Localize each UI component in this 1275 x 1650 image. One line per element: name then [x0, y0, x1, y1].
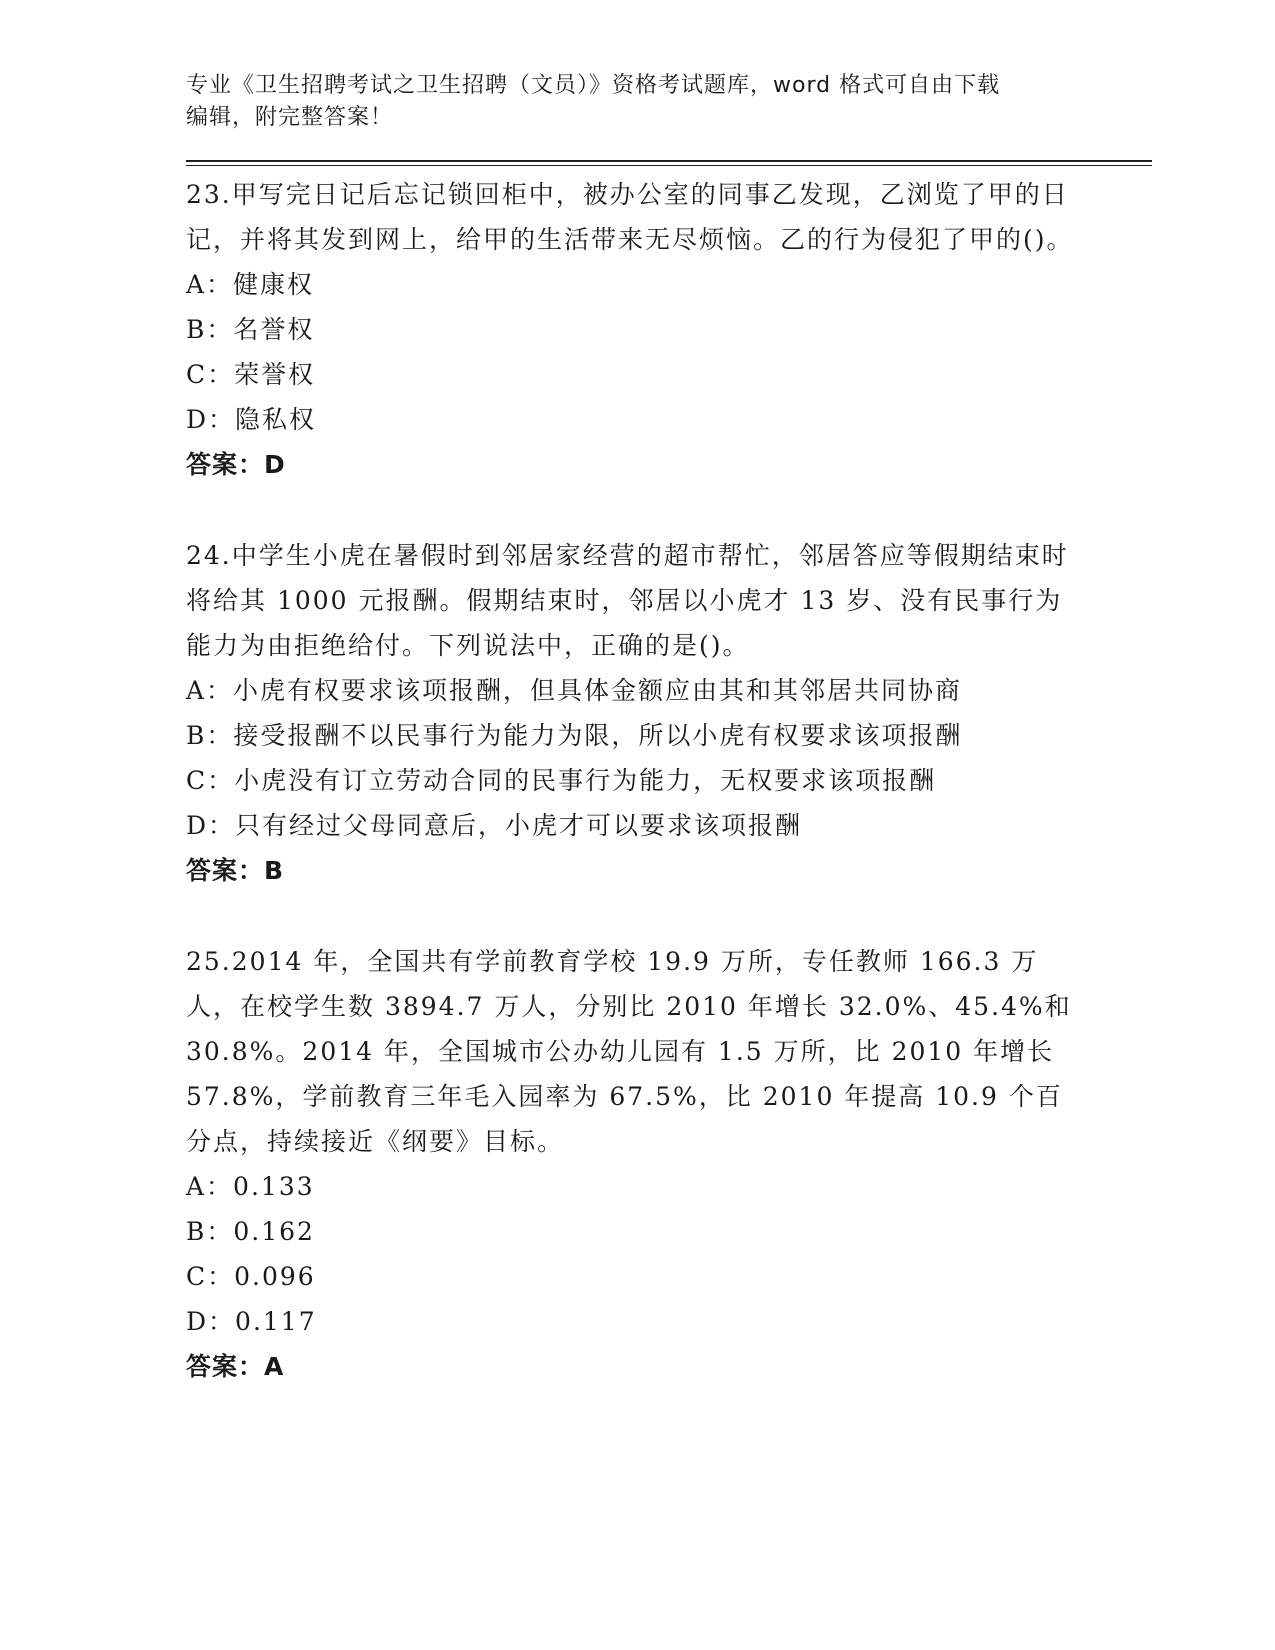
divider-thick-line: [186, 160, 1152, 162]
option-a: A：0.133: [186, 1172, 315, 1201]
option-c: C：小虎没有订立劳动合同的民事行为能力，无权要求该项报酬: [186, 766, 937, 795]
option-b: B：接受报酬不以民事行为能力为限，所以小虎有权要求该项报酬: [186, 721, 963, 750]
option-a: A：小虎有权要求该项报酬，但具体金额应由其和其邻居共同协商: [186, 676, 963, 705]
question-answer: 答案：A: [186, 1352, 285, 1381]
question-25: [186, 939, 1156, 1389]
option-d: D：只有经过父母同意后，小虎才可以要求该项报酬: [186, 811, 803, 840]
document-header: [186, 70, 1156, 134]
header-divider: [186, 160, 1152, 166]
option-c: C：荣誉权: [186, 360, 316, 389]
question-stem: 25.2014 年，全国共有学前教育学校 19.9 万所，专任教师 166.3 万人，在校学生数 3894.7 万人，分别比 2010 年增长 32.0%、45.4%和 30.8%。2014 年，全国城市公办幼儿园有 1.5 万所，比 2010 年增长 57.8%，学前教育三年毛入园率为 67.5%，比 2010 年提高 10.9 个百分点，持续接近《纲要》目标。: [186, 947, 1072, 1156]
question-answer: 答案：D: [186, 450, 286, 479]
option-d: D：隐私权: [186, 405, 317, 434]
header-line-1: 专业《卫生招聘考试之卫生招聘（文员）》资格考试题库，word 格式可自由下载: [186, 73, 1001, 98]
divider-thin-line: [186, 165, 1152, 166]
option-b: B：0.162: [186, 1217, 315, 1246]
option-d: D：0.117: [186, 1307, 317, 1336]
document-page: [186, 70, 1156, 1389]
option-b: B：名誉权: [186, 315, 315, 344]
question-23: [186, 172, 1156, 487]
question-stem: 24.中学生小虎在暑假时到邻居家经营的超市帮忙，邻居答应等假期结束时将给其 1000 元报酬。假期结束时，邻居以小虎才 13 岁、没有民事行为能力为由拒绝给付。下列说法中，正确的是()。: [186, 541, 1069, 660]
option-a: A：健康权: [186, 270, 315, 299]
question-answer: 答案：B: [186, 856, 285, 885]
question-24: [186, 533, 1156, 893]
option-c: C：0.096: [186, 1262, 316, 1291]
header-line-2: 编辑，附完整答案！: [186, 105, 394, 130]
question-stem: 23.甲写完日记后忘记锁回柜中，被办公室的同事乙发现，乙浏览了甲的日记，并将其发到网上，给甲的生活带来无尽烦恼。乙的行为侵犯了甲的()。: [186, 180, 1074, 254]
